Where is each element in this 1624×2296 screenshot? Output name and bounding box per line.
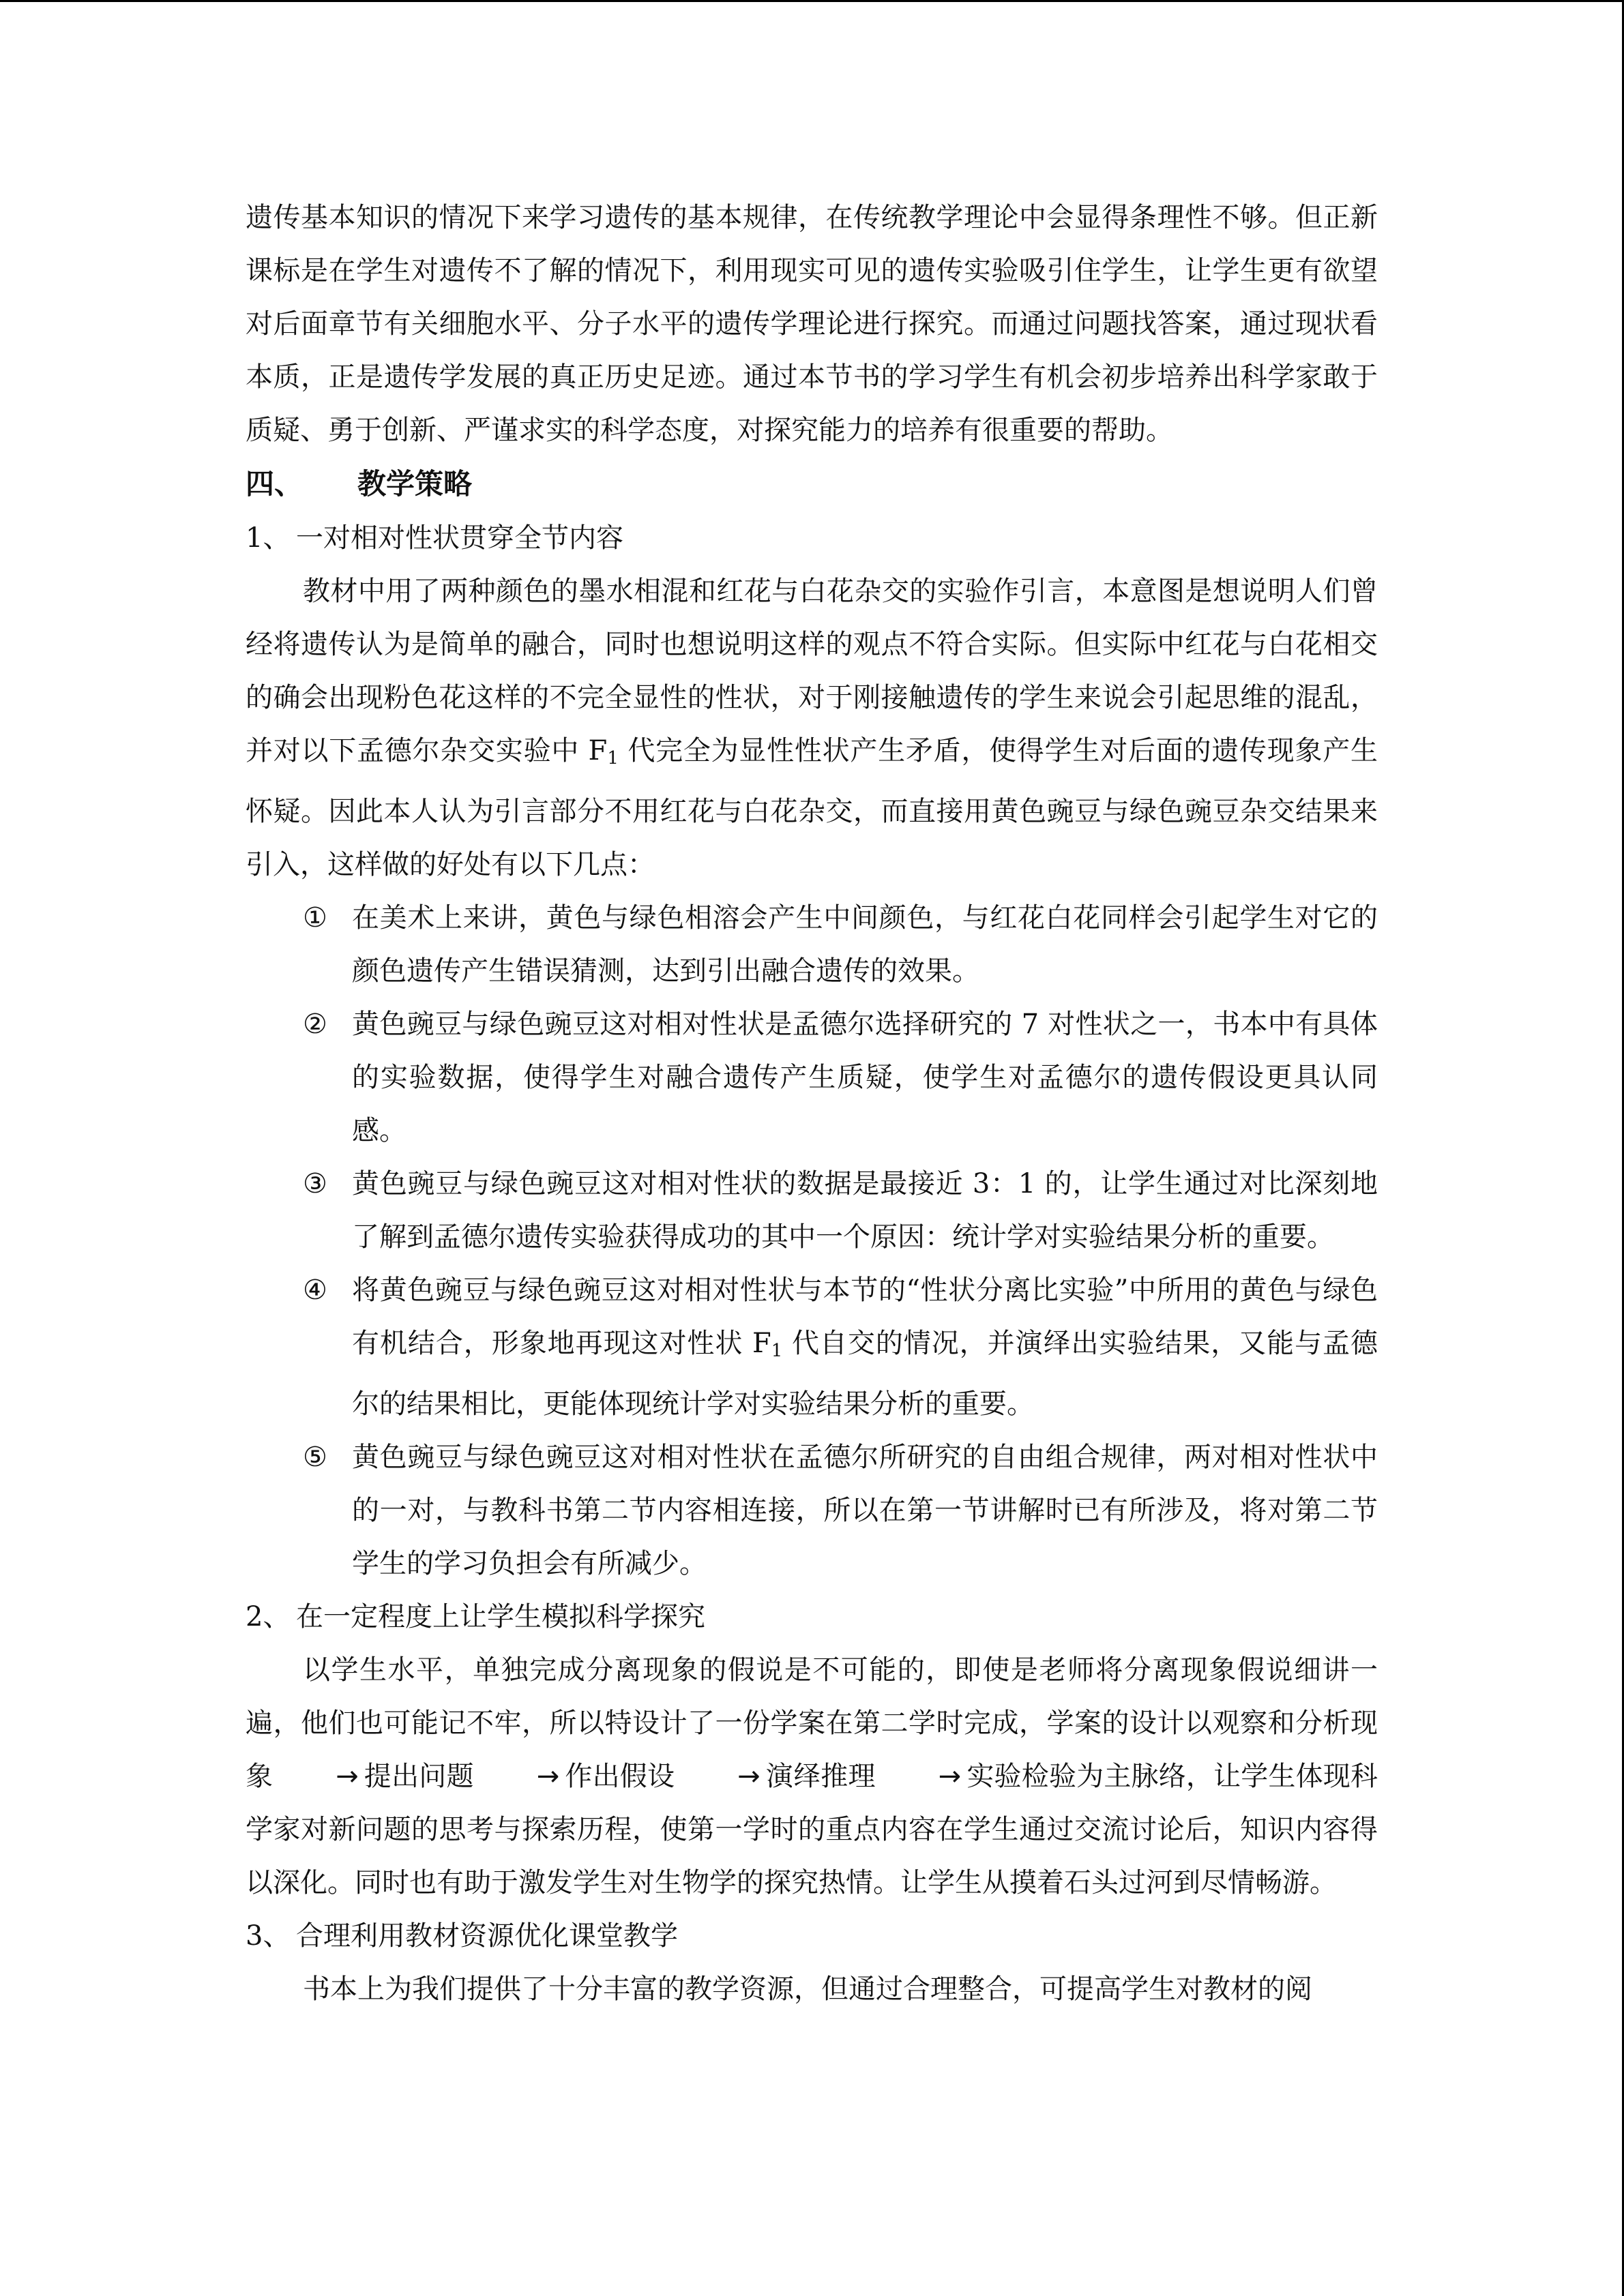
- arrow-right-icon: →: [737, 1761, 761, 1792]
- subscript: 1: [607, 748, 619, 769]
- flow-step: 作出假设: [565, 1761, 675, 1792]
- section-number: 四、: [246, 467, 304, 501]
- flow-step: 提出问题: [364, 1761, 474, 1792]
- list-item-text: 在美术上来讲，黄色与绿色相溶会产生中间颜色，与红花白花同样会引起学生对它的颜色遗传产生错误猜测，达到引出融合遗传的效果。: [352, 902, 1378, 987]
- flow-step: 分析现象: [246, 1708, 1378, 1792]
- list-item: [246, 1431, 1378, 1590]
- list-marker: ④: [303, 1274, 327, 1306]
- intro-paragraph: 遗传基本知识的情况下来学习遗传的基本规律，在传统教学理论中会显得条理性不够。但正新课标是在学生对遗传不了解的情况下，利用现实可见的遗传实验吸引住学生，让学生更有欲望对后面章节有关细胞水平、分子水平的遗传学理论进行探究。而通过问题找答案，通过现状看本质，正是遗传学发展的真正历史足迹。通过本节书的学习学生有机会初步培养出科学家敢于质疑、勇于创新、严谨求实的科学态度，对探究能力的培养有很重要的帮助。: [246, 202, 1378, 446]
- point-3-title: 合理利用教材资源优化课堂教学: [296, 1920, 678, 1952]
- document-page: [246, 191, 1378, 2016]
- list-item: [246, 998, 1378, 1157]
- point-2-heading: [246, 1590, 1378, 1643]
- point-3-paragraph: 书本上为我们提供了十分丰富的教学资源，但通过合理整合，可提高学生对教材的阅: [303, 1973, 1312, 2005]
- point-1-title: 一对相对性状贯穿全节内容: [296, 522, 623, 554]
- point-2-title: 在一定程度上让学生模拟科学探究: [296, 1601, 705, 1632]
- page-top-border: [0, 0, 1624, 2]
- list-item: [246, 1264, 1378, 1431]
- arrow-right-icon: →: [938, 1761, 962, 1792]
- point-2-paragraph: 以学生水平，单独完成分离现象的假说是不可能的，即使是老师将分离现象假说细讲一遍，他们也可能记不牢，所以特设计了一份学案在第二学时完成，学案的设计以观察和分析现象 → 提出问题 → 作出假设 → 演绎推理 → 实验检验为主脉络，让学生体现科学家对新问题的思考与探索历程，使第一学时的重点内容在学生通过交流讨论后，知识内容得以深化。同时也有助于激发学生对生物学的探究热情。让学生从摸着石头过河到尽情畅游。: [246, 1654, 1378, 1898]
- list-item: [246, 891, 1378, 998]
- benefit-list: [246, 891, 1378, 1590]
- arrow-right-icon: →: [536, 1761, 560, 1792]
- list-item: [246, 1157, 1378, 1264]
- point-3-number: 3、: [246, 1920, 291, 1952]
- list-marker: ⑤: [303, 1442, 327, 1473]
- point-1-number: 1、: [246, 522, 291, 554]
- list-item-text: 黄色豌豆与绿色豌豆这对相对性状的数据是最接近 3：1 的，让学生通过对比深刻地了解到孟德尔遗传实验获得成功的其中一个原因：统计学对实验结果分析的重要。: [352, 1168, 1378, 1253]
- arrow-right-icon: →: [336, 1761, 359, 1792]
- list-marker: ②: [303, 1009, 327, 1040]
- list-item-text: 黄色豌豆与绿色豌豆这对相对性状在孟德尔所研究的自由组合规律，两对相对性状中的一对，与教科书第二节内容相连接，所以在第一节讲解时已有所涉及，将对第二节学生的学习负担会有所减少。: [352, 1442, 1378, 1579]
- list-marker: ①: [303, 902, 327, 934]
- flow-step: 实验检验: [966, 1761, 1077, 1792]
- section-heading: [246, 457, 1378, 511]
- section-title: 教学策略: [357, 467, 473, 501]
- list-item-text: 黄色豌豆与绿色豌豆这对相对性状是孟德尔选择研究的 7 对性状之一，书本中有具体的实验数据，使得学生对融合遗传产生质疑，使学生对孟德尔的遗传假设更具认同感。: [352, 1009, 1378, 1146]
- list-marker: ③: [303, 1168, 327, 1199]
- flow-step: 演绎推理: [765, 1761, 876, 1792]
- point-3-heading: [246, 1909, 1378, 1963]
- point-2-number: 2、: [246, 1601, 291, 1632]
- point-1-heading: [246, 511, 1378, 565]
- list-item-text: 将黄色豌豆与绿色豌豆这对相对性状与本节的“性状分离比实验”中所用的黄色与绿色有机结合，形象地再现这对性状 $F_1$ 代自交的情况，并演绎出实验结果，又能与孟德尔的结果相比，更能体现统计学对实验结果分析的重要。: [352, 1274, 1378, 1420]
- subscript: 1: [771, 1341, 783, 1361]
- point-1-paragraph: 教材中用了两种颜色的墨水相混和红花与白花杂交的实验作引言，本意图是想说明人们曾经将遗传认为是简单的融合，同时也想说明这样的观点不符合实际。但实际中红花与白花相交的确会出现粉色花这样的不完全显性的性状，对于刚接触遗传的学生来说会引起思维的混乱，并对以下孟德尔杂交实验中 $F_1$ 代完全为显性性状产生矛盾，使得学生对后面的遗传现象产生怀疑。因此本人认为引言部分不用红花与白花杂交，而直接用黄色豌豆与绿色豌豆杂交结果来引入，这样做的好处有以下几点：: [246, 576, 1378, 880]
